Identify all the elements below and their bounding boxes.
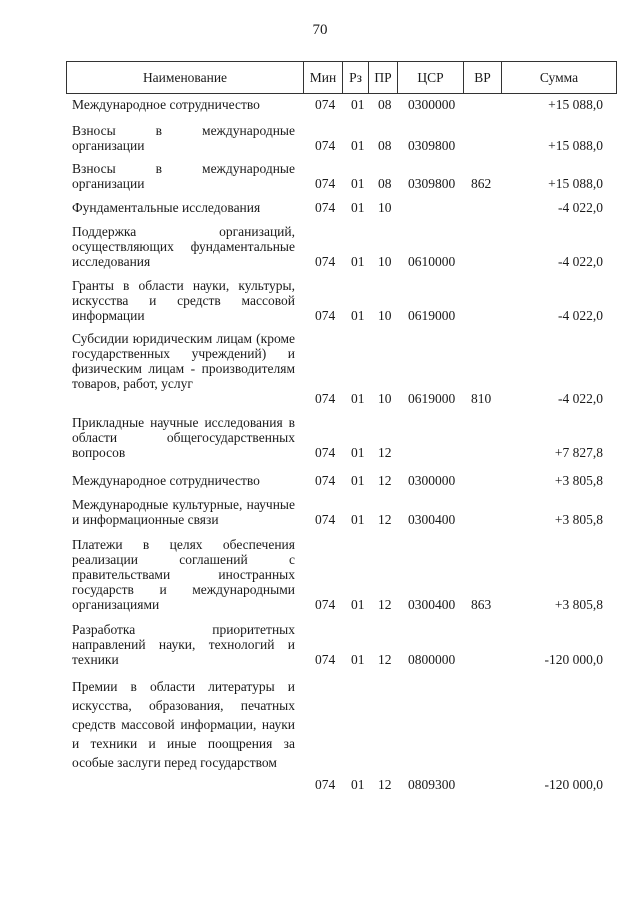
row-min: 074: [315, 97, 336, 112]
row-sum: +15 088,0: [548, 138, 603, 153]
table-row: [0, 415, 640, 460]
row-csr: 0800000: [408, 652, 456, 667]
row-min: 074: [315, 254, 336, 269]
row-pr: 10: [378, 308, 392, 323]
row-name: Международное сотрудничество: [72, 97, 260, 112]
row-pr: 12: [378, 445, 392, 460]
table-row: [0, 622, 640, 667]
row-csr: 0300000: [408, 97, 456, 112]
row-name: Поддержка организаций, осуществляющих фундаментальные исследования: [72, 224, 295, 269]
row-csr: 0309800: [408, 176, 456, 191]
row-rz: 01: [351, 308, 365, 323]
row-sum: +3 805,8: [554, 512, 603, 527]
page-number: 70: [312, 22, 328, 38]
row-csr: 0809300: [408, 777, 456, 792]
row-min: 074: [315, 512, 336, 527]
row-min: 074: [315, 176, 336, 191]
row-rz: 01: [351, 512, 365, 527]
table-row: [0, 224, 640, 269]
row-pr: 12: [378, 652, 392, 667]
row-csr: 0610000: [408, 254, 456, 269]
row-pr: 08: [378, 97, 392, 112]
row-name: Взносы в международные организации: [72, 161, 295, 191]
row-min: 074: [315, 473, 336, 488]
row-sum: +3 805,8: [554, 473, 603, 488]
row-name: Субсидии юридическим лицам (кроме государственных учреждений) и физическим лицам - производителям товаров, работ, услуг: [72, 331, 295, 391]
row-rz: 01: [351, 652, 365, 667]
row-vr: 863: [471, 597, 492, 612]
row-rz: 01: [351, 777, 365, 792]
row-vr: 862: [471, 176, 492, 191]
table-row: [0, 200, 640, 215]
row-rz: 01: [351, 176, 365, 191]
row-sum: +7 827,8: [554, 445, 603, 460]
table-row: [0, 123, 640, 153]
row-name: Гранты в области науки, культуры, искусства и средств массовой информации: [72, 278, 295, 323]
row-rz: 01: [351, 597, 365, 612]
row-rz: 01: [351, 200, 365, 215]
row-pr: 12: [378, 473, 392, 488]
table-row: [0, 677, 640, 792]
row-csr: 0619000: [408, 391, 456, 406]
row-name: Международное сотрудничество: [72, 473, 260, 488]
row-pr: 08: [378, 138, 392, 153]
row-name: Премии в области литературы и искусства, образования, печатных средств массовой информации, науки и техники и иные поощрения за особые заслуги перед государством: [72, 679, 295, 770]
row-pr: 08: [378, 176, 392, 191]
row-sum: -4 022,0: [558, 200, 603, 215]
row-csr: 0309800: [408, 138, 456, 153]
table-row: [0, 331, 640, 406]
row-pr: 10: [378, 200, 392, 215]
row-min: 074: [315, 445, 336, 460]
row-rz: 01: [351, 391, 365, 406]
column-header-min: Мин: [303, 62, 342, 93]
row-min: 074: [315, 391, 336, 406]
table-row: [0, 161, 640, 191]
row-min: 074: [315, 308, 336, 323]
row-csr: 0300000: [408, 473, 456, 488]
row-csr: 0619000: [408, 308, 456, 323]
row-rz: 01: [351, 97, 365, 112]
row-csr: 0300400: [408, 512, 456, 527]
row-min: 074: [315, 200, 336, 215]
row-sum: +15 088,0: [548, 97, 603, 112]
row-rz: 01: [351, 138, 365, 153]
row-min: 074: [315, 138, 336, 153]
row-vr: 810: [471, 391, 492, 406]
table-row: [0, 497, 640, 527]
row-min: 074: [315, 777, 336, 792]
table-row: [0, 473, 640, 488]
column-header-csr: ЦСР: [397, 62, 463, 93]
row-pr: 12: [378, 597, 392, 612]
row-rz: 01: [351, 473, 365, 488]
row-rz: 01: [351, 445, 365, 460]
row-name: Взносы в международные организации: [72, 123, 295, 153]
row-sum: -120 000,0: [544, 777, 603, 792]
column-header-name: Наименование: [142, 70, 228, 85]
row-name: Фундаментальные исследования: [72, 200, 261, 215]
row-name: Разработка приоритетных направлений науки, технологий и техники: [72, 622, 295, 667]
column-header-sum: Сумма: [501, 62, 616, 93]
row-min: 074: [315, 597, 336, 612]
column-header-rz: Рз: [342, 62, 368, 93]
row-rz: 01: [351, 254, 365, 269]
row-sum: -4 022,0: [558, 308, 603, 323]
row-sum: +15 088,0: [548, 176, 603, 191]
table-row: [0, 537, 640, 612]
table-row: [0, 278, 640, 323]
row-pr: 10: [378, 254, 392, 269]
row-sum: -120 000,0: [544, 652, 603, 667]
row-sum: +3 805,8: [554, 597, 603, 612]
row-min: 074: [315, 652, 336, 667]
column-header-pr: ПР: [368, 62, 397, 93]
row-pr: 12: [378, 512, 392, 527]
row-name: Платежи в целях обеспечения реализации соглашений с правительствами иностранных государств и международными организациями: [72, 537, 295, 612]
row-csr: 0300400: [408, 597, 456, 612]
row-sum: -4 022,0: [558, 254, 603, 269]
table-header: [66, 61, 617, 94]
row-pr: 10: [378, 391, 392, 406]
table-row: [0, 97, 640, 112]
row-name: Международные культурные, научные и информационные связи: [72, 497, 295, 527]
row-sum: -4 022,0: [558, 391, 603, 406]
column-header-vr: ВР: [463, 62, 501, 93]
row-name: Прикладные научные исследования в области общегосударственных вопросов: [72, 415, 295, 460]
row-pr: 12: [378, 777, 392, 792]
